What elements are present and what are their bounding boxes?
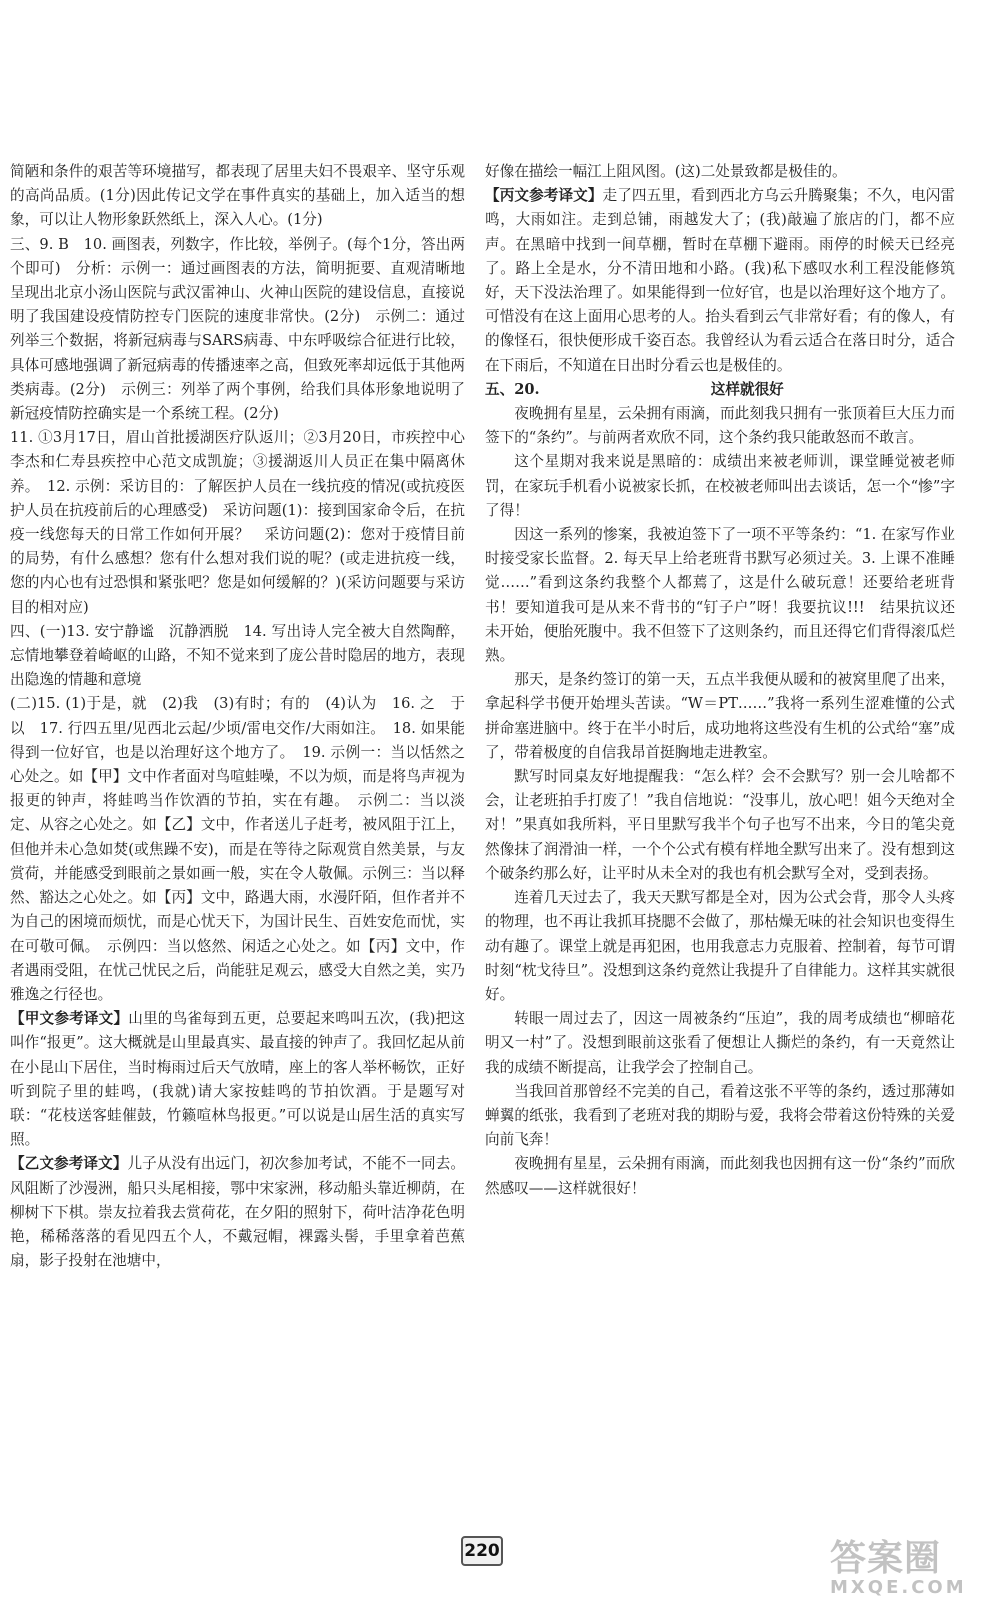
- essay-paragraph: 默写时同桌友好地提醒我：“怎么样？会不会默写？别一会儿啥都不会，让老班拍手打废了！”我自信地说：“没事儿，放心吧！姐今天绝对全对！”果真如我所料，平日里默写我半个句子也写不出来，今日的笔尖竟然像抹了润滑油一样，一个个公式有模有样地全默写出来了。没有想到这个破条约那么好，让平时从未全对的我也有机会默写全对，受到表扬。: [485, 768, 955, 882]
- watermark-logo: [830, 1530, 982, 1598]
- essay-paragraph: 这个星期对我来说是黑暗的：成绩出来被老师训，课堂睡觉被老师罚，在家玩手机看小说被家长抓，在校被老师叫出去谈话，怎一个“惨”字了得！: [485, 453, 955, 519]
- answer-paragraph: [10, 1007, 465, 1152]
- right-column: [485, 160, 955, 1201]
- answer-text: 11. ①3月17日，眉山首批援湖医疗队返川；②3月20日，市疾控中心李杰和仁寿县疾控中心范文成凯旋；③援湖返川人员正在集中隔离休养。 12. 示例：采访目的：了解医护人员在一线抗疫的情况(或抗疫医护人员在抗疫前后的心理感受) 采访问题(1)：接到国家命令后，在抗疫一线您每天的日常工作如何开展？ 采访问题(2)：您对于疫情目前的局势，有什么感想？您有什么想对我们说的呢？(或走进抗疫一线，您的内心也有过恐惧和紧张吧？您是如何缓解的？)(采访问题要与采访目的相对应): [10, 429, 465, 616]
- page-number: 220: [461, 1536, 503, 1566]
- essay-paragraph: 夜晚拥有星星，云朵拥有雨滴，而此刻我只拥有一张顶着巨大压力而签下的“条约”。与前两者欢欣不同，这个条约我只能敢怒而不敢言。: [485, 405, 955, 447]
- answer-paragraph: [10, 1152, 465, 1273]
- essay-paragraph: 当我回首那曾经不完美的自己，看着这张不平等的条约，透过那薄如蝉翼的纸张，我看到了老班对我的期盼与爱，我将会带着这份特殊的关爱向前飞奔！: [485, 1082, 955, 1149]
- watermark-url: MXQE.COM: [830, 1577, 967, 1598]
- essay-paragraph: 转眼一周过去了，因这一周被条约“压迫”，我的周考成绩也“柳暗花明又一村”了。没想到眼前这张看了便想让人撕烂的条约，有一天竟然让我的成绩不断提高，让我学会了控制自己。: [485, 1010, 955, 1076]
- translation-label: 【乙文参考译文】: [10, 1155, 128, 1173]
- answer-text: 简陋和条件的艰苦等环境描写，都表现了居里夫妇不畏艰辛、坚守乐观的高尚品质。(1分)因此传记文学在事件真实的基础上，加入适当的想象，可以让人物形象跃然纸上，深入人心。(1分): [10, 163, 465, 229]
- bing-translation: [485, 184, 955, 378]
- essay-number: 五、20.: [485, 380, 540, 398]
- continued-paragraph: 好像在描绘一幅江上阻风图。(这)二处景致都是极佳的。: [485, 163, 847, 180]
- answer-text: 四、(一)13. 安宁静谧 沉静洒脱 14. 写出诗人完全被大自然陶醉，忘情地攀登着崎岖的山路，不知不觉来到了庞公昔时隐居的地方，表现出隐逸的情趣和意境: [10, 622, 465, 689]
- answer-text: 三、9. B 10. 画图表，列数字，作比较，举例子。(每个1分，答出两个即可) 分析：示例一：通过画图表的方法，简明扼要、直观清晰地呈现出北京小汤山医院与武汉雷神山、火神山医院的建设信息，直接说明了我国建设疫情防控专门医院的速度非常快。(2分) 示例二：通过列举三个数据，将新冠病毒与SARS病毒、中东呼吸综合征进行比较，具体可感地强调了新冠病毒的传播速率之高，但致死率却远低于其他两类病毒。(2分) 示例三：列举了两个事例，给我们具体形象地说明了新冠疫情防控确实是一个系统工程。(2分): [10, 235, 465, 423]
- answer-paragraph: [10, 620, 465, 693]
- answer-text: (二)15. (1)于是，就 (2)我 (3)有时；有的 (4)认为 16. 之 于 以 17. 行四五里/见西北云起/少顷/雷电交作/大雨如注。 18. 如果能得到一位好官，也是以治理好这个地方了。 19. 示例一：当以恬然之心处之。如【甲】文中作者面对鸟喧蛙噪，不以为烦，而是将鸟声视为报更的钟声，将蛙鸣当作饮酒的节拍，实在有趣。 示例二：当以淡定、从容之心处之。如【乙】文中，作者送儿子赶考，被风阻于江上，但他并未心急如焚(或焦躁不安)，而是在等待之际观赏自然美景，与友赏荷，并能感受到眼前之景如画一般，实在令人敬佩。示例三：当以释然、豁达之心处之。如【丙】文中，路遇大雨，水漫阡陌，但作者并不为自己的困境而烦忧，而是心忧天下，为国计民生、百姓安危而忧，实在可敬可佩。 示例四：当以悠然、闲适之心处之。如【丙】文中，作者遇雨受阻，在忧己忧民之后，尚能驻足观云，感受大自然之美，实乃雅逸之行径也。: [10, 695, 480, 1003]
- answer-paragraph: [10, 160, 465, 233]
- essay-paragraph: 因这一系列的惨案，我被迫签下了一项不平等条约：“1. 在家写作业时接受家长监督。2. 每天早上给老班背书默写必须过关。3. 上课不准睡觉……”看到这条约我整个人都蔫了，这是什么破玩意！还要给老班背书！要知道我可是从来不背书的“钉子户”呀！我要抗议!!! 结果抗议还未开始，便胎死腹中。我不但签下了这则条约，而且还得它们背得滚瓜烂熟。: [485, 526, 955, 665]
- answer-text: 儿子从没有出远门，初次参加考试，不能不一同去。风阻断了沙漫洲，船只头尾相接，鄂中宋家洲，移动船头靠近柳荫，在柳树下下棋。崇友拉着我去赏荷花，在夕阳的照射下，荷叶洁净花色明艳，稀稀落落的看见四五个人，不戴冠帽，裸露头髻，手里拿着芭蕉扇，影子投射在池塘中，: [10, 1155, 465, 1270]
- bing-translation-label: 【丙文参考译文】: [485, 187, 603, 205]
- essay-title: 这样就很好: [710, 380, 784, 398]
- essay-paragraph: 夜晚拥有星星，云朵拥有雨滴，而此刻我也因拥有这一份“条约”而欣然感叹——这样就很好！: [485, 1155, 955, 1197]
- answer-paragraph: [10, 233, 465, 427]
- essay-paragraph: 连着几天过去了，我天天默写都是全对，因为公式会背，那令人头疼的物理，也不再让我抓耳挠腮不会做了，那枯燥无味的社会知识也变得生动有趣了。课堂上就是再犯困，也用我意志力克服着、控制着，每节可谓时刻“枕戈待旦”。没想到这条约竟然让我提升了自律能力。这样其实就很好。: [485, 889, 955, 1003]
- essay-paragraph: 那天，是条约签订的第一天，五点半我便从暖和的被窝里爬了出来，拿起科学书便开始埋头苦读。“W＝PT……”我将一系列生涩难懂的公式拼命塞进脑中。终于在半小时后，成功地将这些没有生机的公式给“塞”成了，带着极度的自信我昂首挺胸地走进教室。: [485, 671, 955, 761]
- watermark-text: 答案圈: [830, 1538, 942, 1579]
- essay-body: [485, 402, 955, 1201]
- answer-text: 山里的鸟雀每到五更，总要起来鸣叫五次，(我)把这叫作“报更”。这大概就是山里最真实、最直接的钟声了。我回忆起从前在小昆山下居住，当时梅雨过后天气放晴，座上的客人举杯畅饮，正好听到院子里的蛙鸣，(我就)请大家按蛙鸣的节拍饮酒。于是题写对联：“花枝送客蛙催鼓，竹籁喧林鸟报更。”可以说是山居生活的真实写照。: [10, 1010, 465, 1149]
- answer-paragraph: [10, 426, 465, 620]
- translation-label: 【甲文参考译文】: [10, 1010, 129, 1028]
- left-column: [10, 160, 480, 1273]
- essay-header: [485, 378, 955, 402]
- answer-paragraph: [10, 692, 480, 1007]
- bing-translation-text: 走了四五里，看到西北方乌云升腾聚集；不久，电闪雷鸣，大雨如注。走到总铺，雨越发大了；(我)敲遍了旅店的门，都不应声。在黑暗中找到一间草棚，暂时在草棚下避雨。雨停的时候天已经亮了。路上全是水，分不清田地和小路。(我)私下感叹水利工程没能修筑好，天下没法治理了。如果能得到一位好官，也是以治理好这个地方了。可惜没有在这上面用心思考的人。抬头看到云气非常好看；有的像人，有的像怪石，很快便形成千姿百态。我曾经认为看云适合在落日时分，适合在下雨后，不知道在日出时分看云也是极佳的。: [485, 187, 955, 374]
